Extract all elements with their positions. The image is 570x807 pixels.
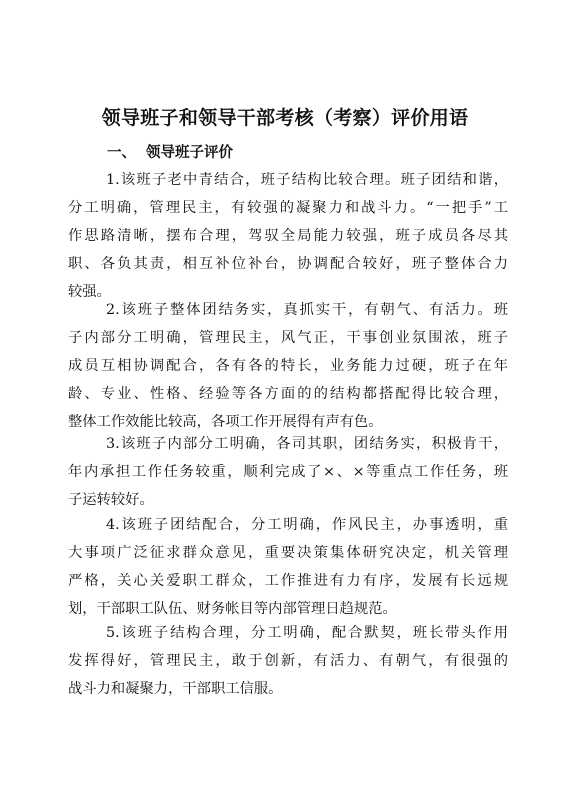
document-title: 领导班子和领导干部考核（考察）评价用语 xyxy=(101,107,469,129)
paragraph-line: 4.该班子团结配合，分工明确，作风民主，办事透明，重 xyxy=(106,517,508,533)
paragraph-line: 战斗力和凝聚力，干部职工信服。 xyxy=(68,681,283,697)
paragraph-line: 2.该班子整体团结务实，真抓实干，有朝气、有活力。班 xyxy=(106,302,508,318)
section-heading-text: 领导班子评价 xyxy=(146,145,233,161)
paragraph-line: 分工明确，管理民主，有较强的凝聚力和战斗力。“一把手”工 xyxy=(68,200,508,216)
paragraph-line: 子内部分工明确，管理民主，风气正，干事创业氛围浓，班子 xyxy=(68,330,508,346)
paragraph-line: 划，干部职工队伍、财务帐目等内部管理日趋规范。 xyxy=(68,601,397,617)
section-number: 一、 xyxy=(107,145,136,161)
paragraph-line: 发挥得好，管理民主，敢于创新，有活力、有朝气，有很强的 xyxy=(68,653,508,669)
paragraph-line: 3.该班子内部分工明确，各司其职，团结务实，积极肯干， xyxy=(106,436,508,452)
paragraph-line: 年内承担工作任务较重，顺利完成了×、×等重点工作任务，班 xyxy=(68,464,508,480)
paragraph-4 xyxy=(68,511,508,623)
paragraph-line: 5.该班子结构合理，分工明确，配合默契，班长带头作用 xyxy=(106,625,508,641)
paragraph-5 xyxy=(68,619,508,703)
paragraph-line: 子运转较好。 xyxy=(68,492,154,508)
paragraph-line: 大事项广泛征求群众意见，重要决策集体研究决定，机关管理 xyxy=(68,545,508,561)
paragraph-line: 职、各负其责，相互补位补台，协调配合较好，班子整体合力 xyxy=(68,256,508,272)
paragraph-line: 作思路清晰，摆布合理，驾驭全局能力较强，班子成员各尽其 xyxy=(68,228,508,244)
paragraph-line: 成员互相协调配合，各有各的特长，业务能力过硬，班子在年 xyxy=(68,358,508,374)
paragraph-line: 龄、专业、性格、经验等各方面的的结构都搭配得比较合理， xyxy=(68,386,508,402)
paragraph-2 xyxy=(68,296,508,436)
section-heading xyxy=(107,142,233,164)
paragraph-3 xyxy=(68,430,508,514)
paragraph-line: 1.该班子老中青结合，班子结构比较合理。班子团结和谐， xyxy=(106,172,508,188)
paragraph-1 xyxy=(68,166,508,306)
paragraph-line: 严格，关心关爱职工群众，工作推进有力有序，发展有长远规 xyxy=(68,573,508,589)
paragraph-line: 较强。 xyxy=(68,284,111,300)
paragraph-line: 整体工作效能比较高，各项工作开展得有声有色。 xyxy=(68,414,383,430)
